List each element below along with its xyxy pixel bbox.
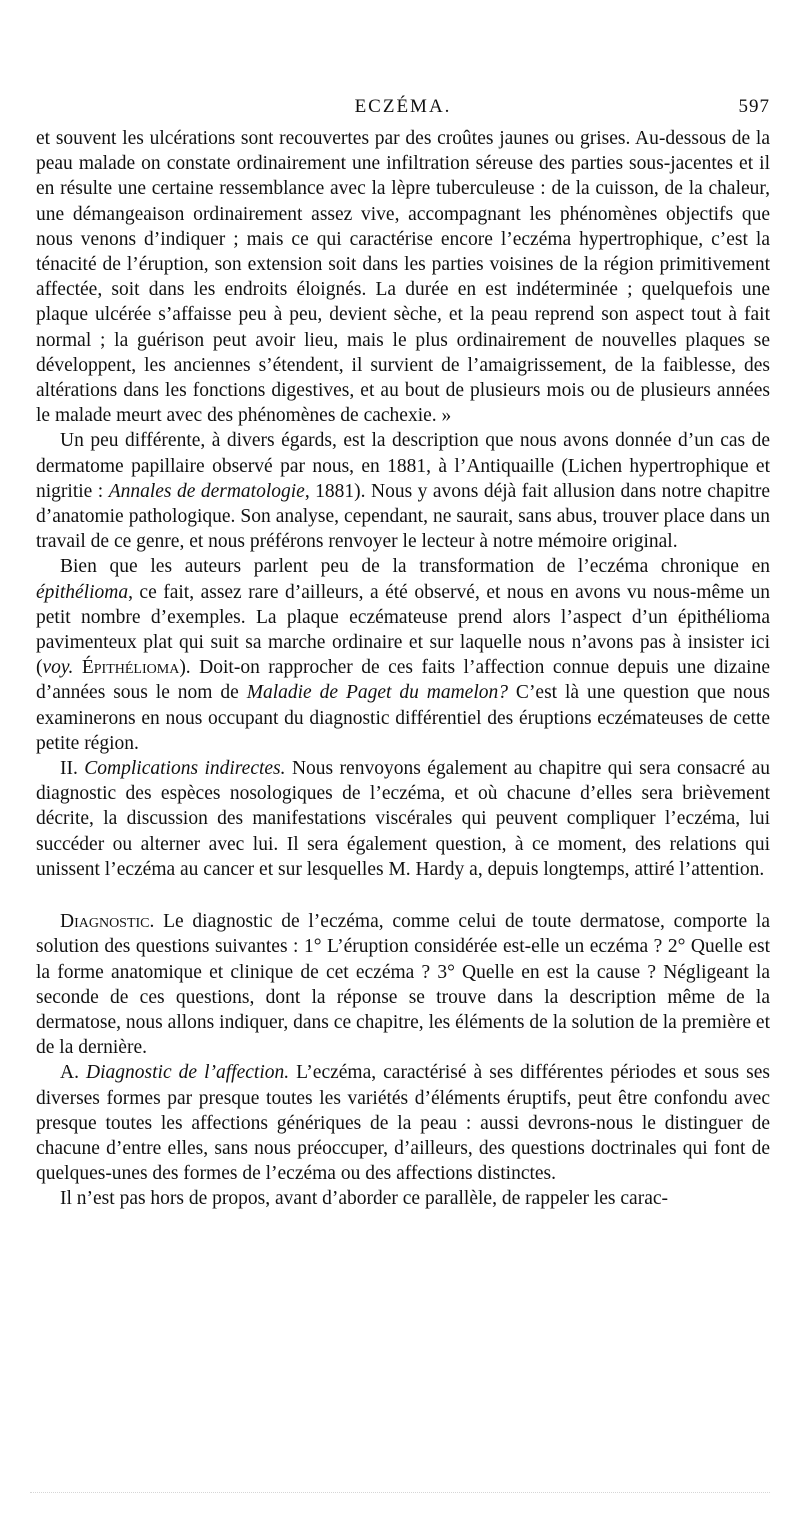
paragraph-continuation [36,126,770,428]
paragraph-text: Il n’est pas hors de propos, avant d’aborder ce parallèle, de rappeler les carac- [60,1188,668,1210]
paragraph-text: Un peu différente, à divers égards, est la description que nous avons donnée d’un cas de dermatome papillaire observé par nous, en 1881, à l’Antiquaille (Lichen hypertrophique et nigritie : [36,430,770,502]
italic-term: épithélioma [36,581,129,603]
page-header [36,96,770,126]
scan-artifact [30,1492,770,1499]
running-title: ECZÉMA. [354,96,452,117]
paragraph-final [36,1186,770,1211]
paragraph-diagnostic [36,909,770,1060]
book-page [36,96,770,1212]
paragraph-dermatome [36,428,770,554]
paragraph-text [73,657,81,678]
section-heading: Diagnostic de l’affection. [86,1062,290,1084]
paragraph-diagnostic-affection [36,1060,770,1186]
italic-reference: voy. [42,657,74,679]
paragraph-text: et souvent les ulcérations sont recouvertes par des croûtes jaunes ou grises. Au-dessous de la peau malade on constate ordinairement une infiltration séreuse des parties sous-jacentes et il en résulte une certaine ressemblance avec la lèpre tuberculeuse : de la cuisson, de la chaleur, une démangeaison ordinairement assez vive, accompagnant les phénomènes objectifs que nous venons d’indiquer ; mais ce qui caractérise encore l’eczéma hypertrophique, c’est la ténacité de l’éruption, son extension soit dans les parties voisines de la région primitivement affectée, soit dans les endroits éloignés. La durée en est indéterminée ; quelquefois une plaque ulcérée s’affaisse peu à peu, devient sèche, et la peau reprend son aspect tout à fait normal ; la guérison peut avoir lieu, mais le plus ordinairement de nouvelles plaques se développent, les anciennes s’étendent, il survient de l’amaigrissement, de la faiblesse, des altérations dans les fonctions digestives, et au bout de plusieurs mois ou de plusieurs années le malade meurt avec des phénomènes de cachexie. » [36,128,770,427]
paragraph-text: , 1881). Nous y avons déjà fait allusion dans notre chapitre d’anatomie pathologique. Son analyse, cependant, ne saurait, sans abus, trouver place dans un travail de ce genre, et nous préférons renvoyer le lecteur à notre mémoire original. [36,480,770,553]
page-number: 597 [738,96,770,117]
paragraph-text: , ce fait, assez rare d’ailleurs, a été observé, et nous en avons vu nous-même un petit nombre d’exemples. La plaque eczémateuse prend alors l’aspect d’un épithélioma pavimenteux plat qui suit sa marche ordinaire et sur laquelle nous n’avons pas à insister ici ( [36,581,770,679]
section-heading: Diagnostic. [60,911,155,933]
section-number: II. [60,758,85,780]
italic-term: Maladie de Paget du mamelon? [246,682,509,704]
paragraph-epithelioma [36,554,770,756]
paragraph-complications [36,756,770,882]
paragraph-text: L’eczéma, caractérisé à ses différentes périodes et sous ses diverses formes par presque toutes les variétés d’éléments éruptifs, peut être confondu avec presque toutes les affections génériques de la peau : aussi devrons-nous le distinguer de chacune d’entre elles, sans nous préoccuper, d’ailleurs, des questions doctrinales qui font de quelques-unes des formes de l’eczéma ou des affections distinctes. [36,1062,770,1185]
section-number: A. [60,1062,87,1084]
paragraph-text: C’est là une question que nous examinerons en nous occupant du diagnostic différentiel des éruptions eczémateuses de cette petite région. [36,682,770,754]
paragraph-text: Le diagnostic de l’eczéma, comme celui de toute dermatose, comporte la solution des questions suivantes : 1° L’éruption considérée est-elle un eczéma ? 2° Quelle est la forme anatomique et clinique de cet eczéma ? 3° Quelle en est la cause ? Négligeant la seconde de ces questions, dont la réponse se trouve dans la description même de la dermatose, nous allons indiquer, dans ce chapitre, les éléments de la solution de la première et de la dernière. [36,911,770,1059]
journal-title: Annales de dermatologie [108,480,305,502]
paragraph-text: Bien que les auteurs parlent peu de la transformation de l’eczéma chronique en [60,556,770,578]
cross-reference: Épithélioma [81,657,180,679]
section-heading: Complications indirectes. [84,758,286,780]
paragraph-text: ). Doit-on rapprocher de ces faits l’affection connue depuis une dizaine d’années sous le nom de [36,657,770,704]
paragraph-text: Nous renvoyons également au chapitre qui sera consacré au diagnostic des espèces nosologiques de l’eczéma, et où chacune d’elles sera brièvement décrite, la discussion des manifestations viscérales qui peuvent compliquer l’eczéma, lui succéder ou alterner avec lui. Il sera également question, à ce moment, des relations qui unissent l’eczéma au cancer et sur lesquelles M. Hardy a, depuis longtemps, attiré l’attention. [36,758,770,880]
section-gap [36,882,770,909]
